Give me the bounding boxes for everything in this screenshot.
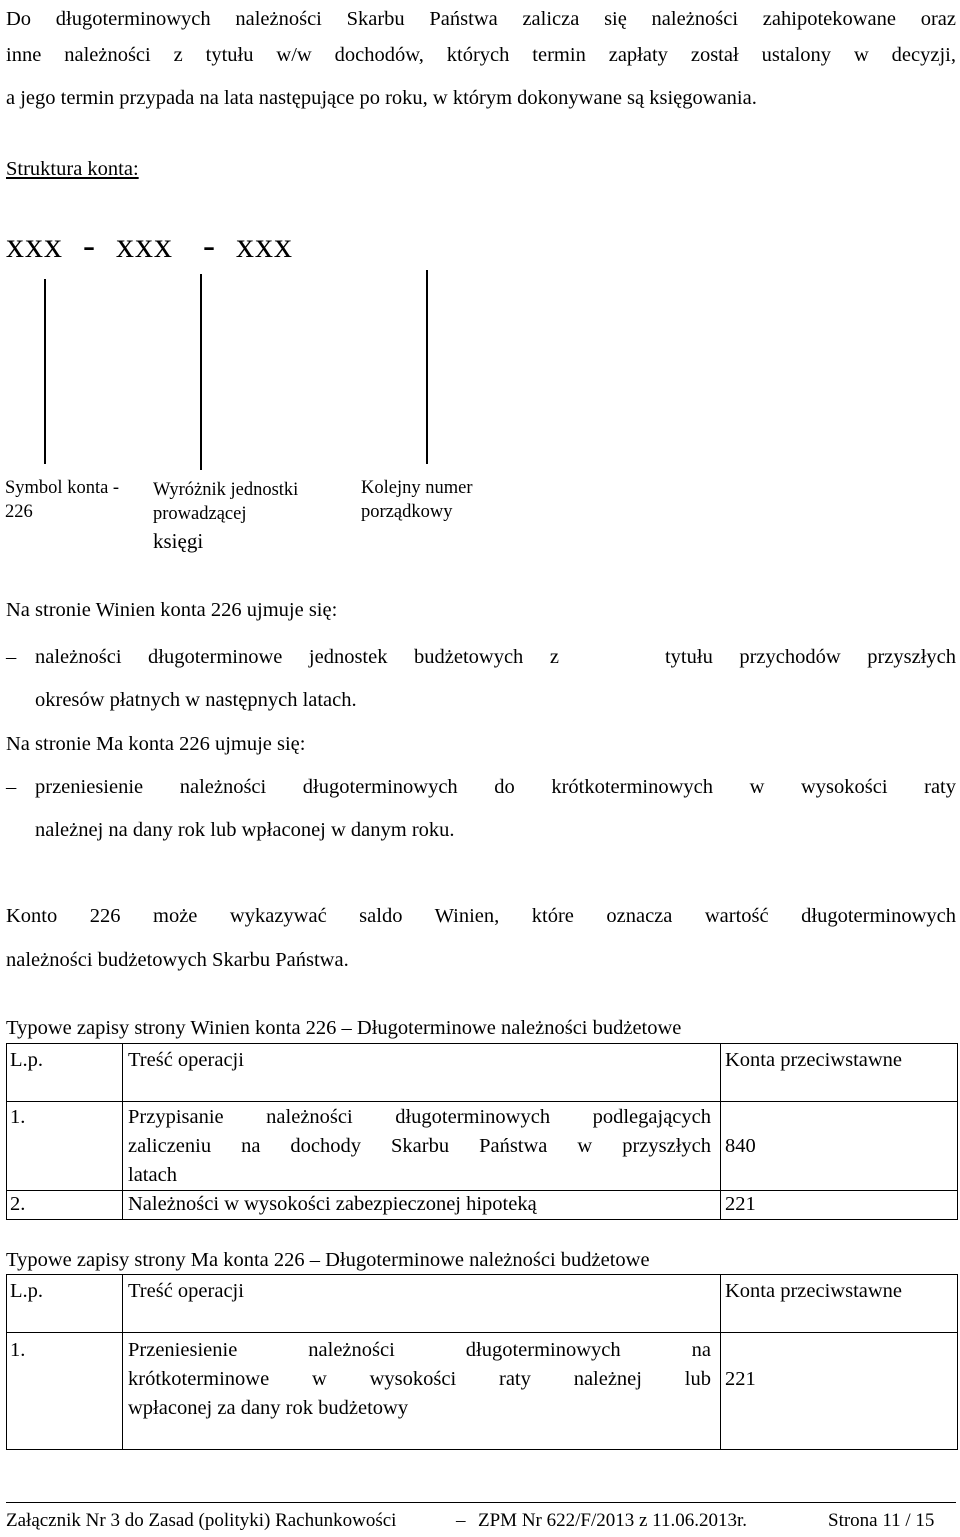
intro-line-2: inne należności z tytułu w/w dochodów, których termin zapłaty został ustalony w decyzji,	[6, 44, 956, 66]
table2-row-sep-1	[7, 1332, 957, 1333]
footer-attachment: Załącznik Nr 3 do Zasad (polityki) Rachunkowości	[6, 1510, 397, 1531]
table1-header-content: Treść operacji	[128, 1049, 244, 1071]
table1-col-sep-1	[122, 1044, 123, 1219]
table1-row-sep-1	[7, 1101, 957, 1102]
table1-row-sep-2	[7, 1190, 957, 1191]
table2-title: Typowe zapisy strony Ma konta 226 – Długoterminowe należności budżetowe	[6, 1249, 650, 1271]
table2-row1-account: 221	[725, 1368, 756, 1390]
structure-label-symbol	[5, 476, 119, 524]
table2-row1-line2: krótkoterminowe w wysokości raty należnej lub	[128, 1368, 711, 1390]
winien-item-line-1: należności długoterminowe jednostek budżetowych z tytułu przychodów przyszłych	[35, 646, 956, 668]
table1-row1-line3: latach	[128, 1164, 177, 1186]
structure-connector-3	[426, 270, 428, 464]
ma-item-line-1: przeniesienie należności długoterminowych do krótkoterminowych w wysokości raty	[35, 776, 956, 798]
table2-row1-lp: 1.	[10, 1339, 26, 1361]
table2-header-content: Treść operacji	[128, 1280, 244, 1302]
structure-heading: Struktura konta:	[6, 158, 139, 180]
structure-label-symbol-line2: 226	[5, 502, 33, 522]
structure-connector-2	[200, 274, 202, 470]
table2-row1-line1: Przeniesienie należności długoterminowych na	[128, 1339, 711, 1361]
footer-dash: –	[456, 1510, 466, 1531]
account-structure-code: xxx - xxx - xxx	[6, 225, 293, 265]
table1-row2-account: 221	[725, 1193, 756, 1215]
winien-heading: Na stronie Winien konta 226 ujmuje się:	[6, 599, 338, 621]
table2-col-sep-1	[122, 1275, 123, 1449]
table1-row2-line1: Należności w wysokości zabezpieczonej hipoteką	[128, 1193, 537, 1215]
table2-col-sep-2	[720, 1275, 721, 1449]
structure-label-distinguisher-line1: Wyróżnik jednostki	[153, 480, 299, 500]
winien-item-line-2: okresów płatnych w następnych latach.	[35, 689, 357, 711]
ma-item-dash: –	[6, 776, 17, 798]
structure-label-distinguisher-line3: księgi	[153, 529, 204, 553]
intro-line-1: Do długoterminowych należności Skarbu Państwa zalicza się należności zahipotekowane oraz	[6, 8, 956, 30]
winien-item	[6, 636, 956, 722]
structure-label-sequence-line1: Kolejny numer	[361, 478, 473, 498]
footer-rule	[6, 1502, 956, 1503]
ma-item	[6, 766, 956, 852]
structure-label-distinguisher	[153, 478, 298, 556]
table1-header-accounts: Konta przeciwstawne	[725, 1049, 903, 1071]
table2-header-accounts: Konta przeciwstawne	[725, 1280, 903, 1302]
structure-label-sequence-line2: porządkowy	[361, 502, 453, 522]
table1-row1-lp: 1.	[10, 1106, 26, 1128]
table1-header-lp: L.p.	[10, 1049, 44, 1071]
saldo-line-2: należności budżetowych Skarbu Państwa.	[6, 949, 349, 971]
table1-row1-line1: Przypisanie należności długoterminowych podlegających	[128, 1106, 711, 1128]
table1-row1-line2: zaliczeniu na dochody Skarbu Państwa w przyszłych	[128, 1135, 711, 1157]
table1	[6, 1043, 958, 1220]
table2-row1-line3: wpłaconej za dany rok budżetowy	[128, 1397, 409, 1419]
structure-connector-1	[44, 279, 46, 464]
table1-row2-lp: 2.	[10, 1193, 26, 1215]
table2	[6, 1274, 958, 1450]
saldo-line-1: Konto 226 może wykazywać saldo Winien, które oznacza wartość długoterminowych	[6, 905, 956, 927]
table1-title: Typowe zapisy strony Winien konta 226 – Długoterminowe należności budżetowe	[6, 1017, 682, 1039]
ma-heading: Na stronie Ma konta 226 ujmuje się:	[6, 733, 306, 755]
intro-line-3: a jego termin przypada na lata następujące po roku, w którym dokonywane są księgowania.	[6, 87, 757, 109]
table1-row1-account: 840	[725, 1135, 756, 1157]
table1-col-sep-2	[720, 1044, 721, 1219]
winien-item-dash: –	[6, 646, 17, 668]
structure-label-distinguisher-line2: prowadzącej	[153, 504, 247, 524]
table2-header-lp: L.p.	[10, 1280, 44, 1302]
structure-label-sequence	[361, 476, 473, 524]
footer-order-ref: ZPM Nr 622/F/2013 z 11.06.2013r.	[478, 1510, 747, 1531]
ma-item-line-2: należnej na dany rok lub wpłaconej w danym roku.	[35, 819, 455, 841]
footer-page-number: Strona 11 / 15	[828, 1510, 935, 1531]
structure-label-symbol-line1: Symbol konta -	[5, 478, 120, 498]
